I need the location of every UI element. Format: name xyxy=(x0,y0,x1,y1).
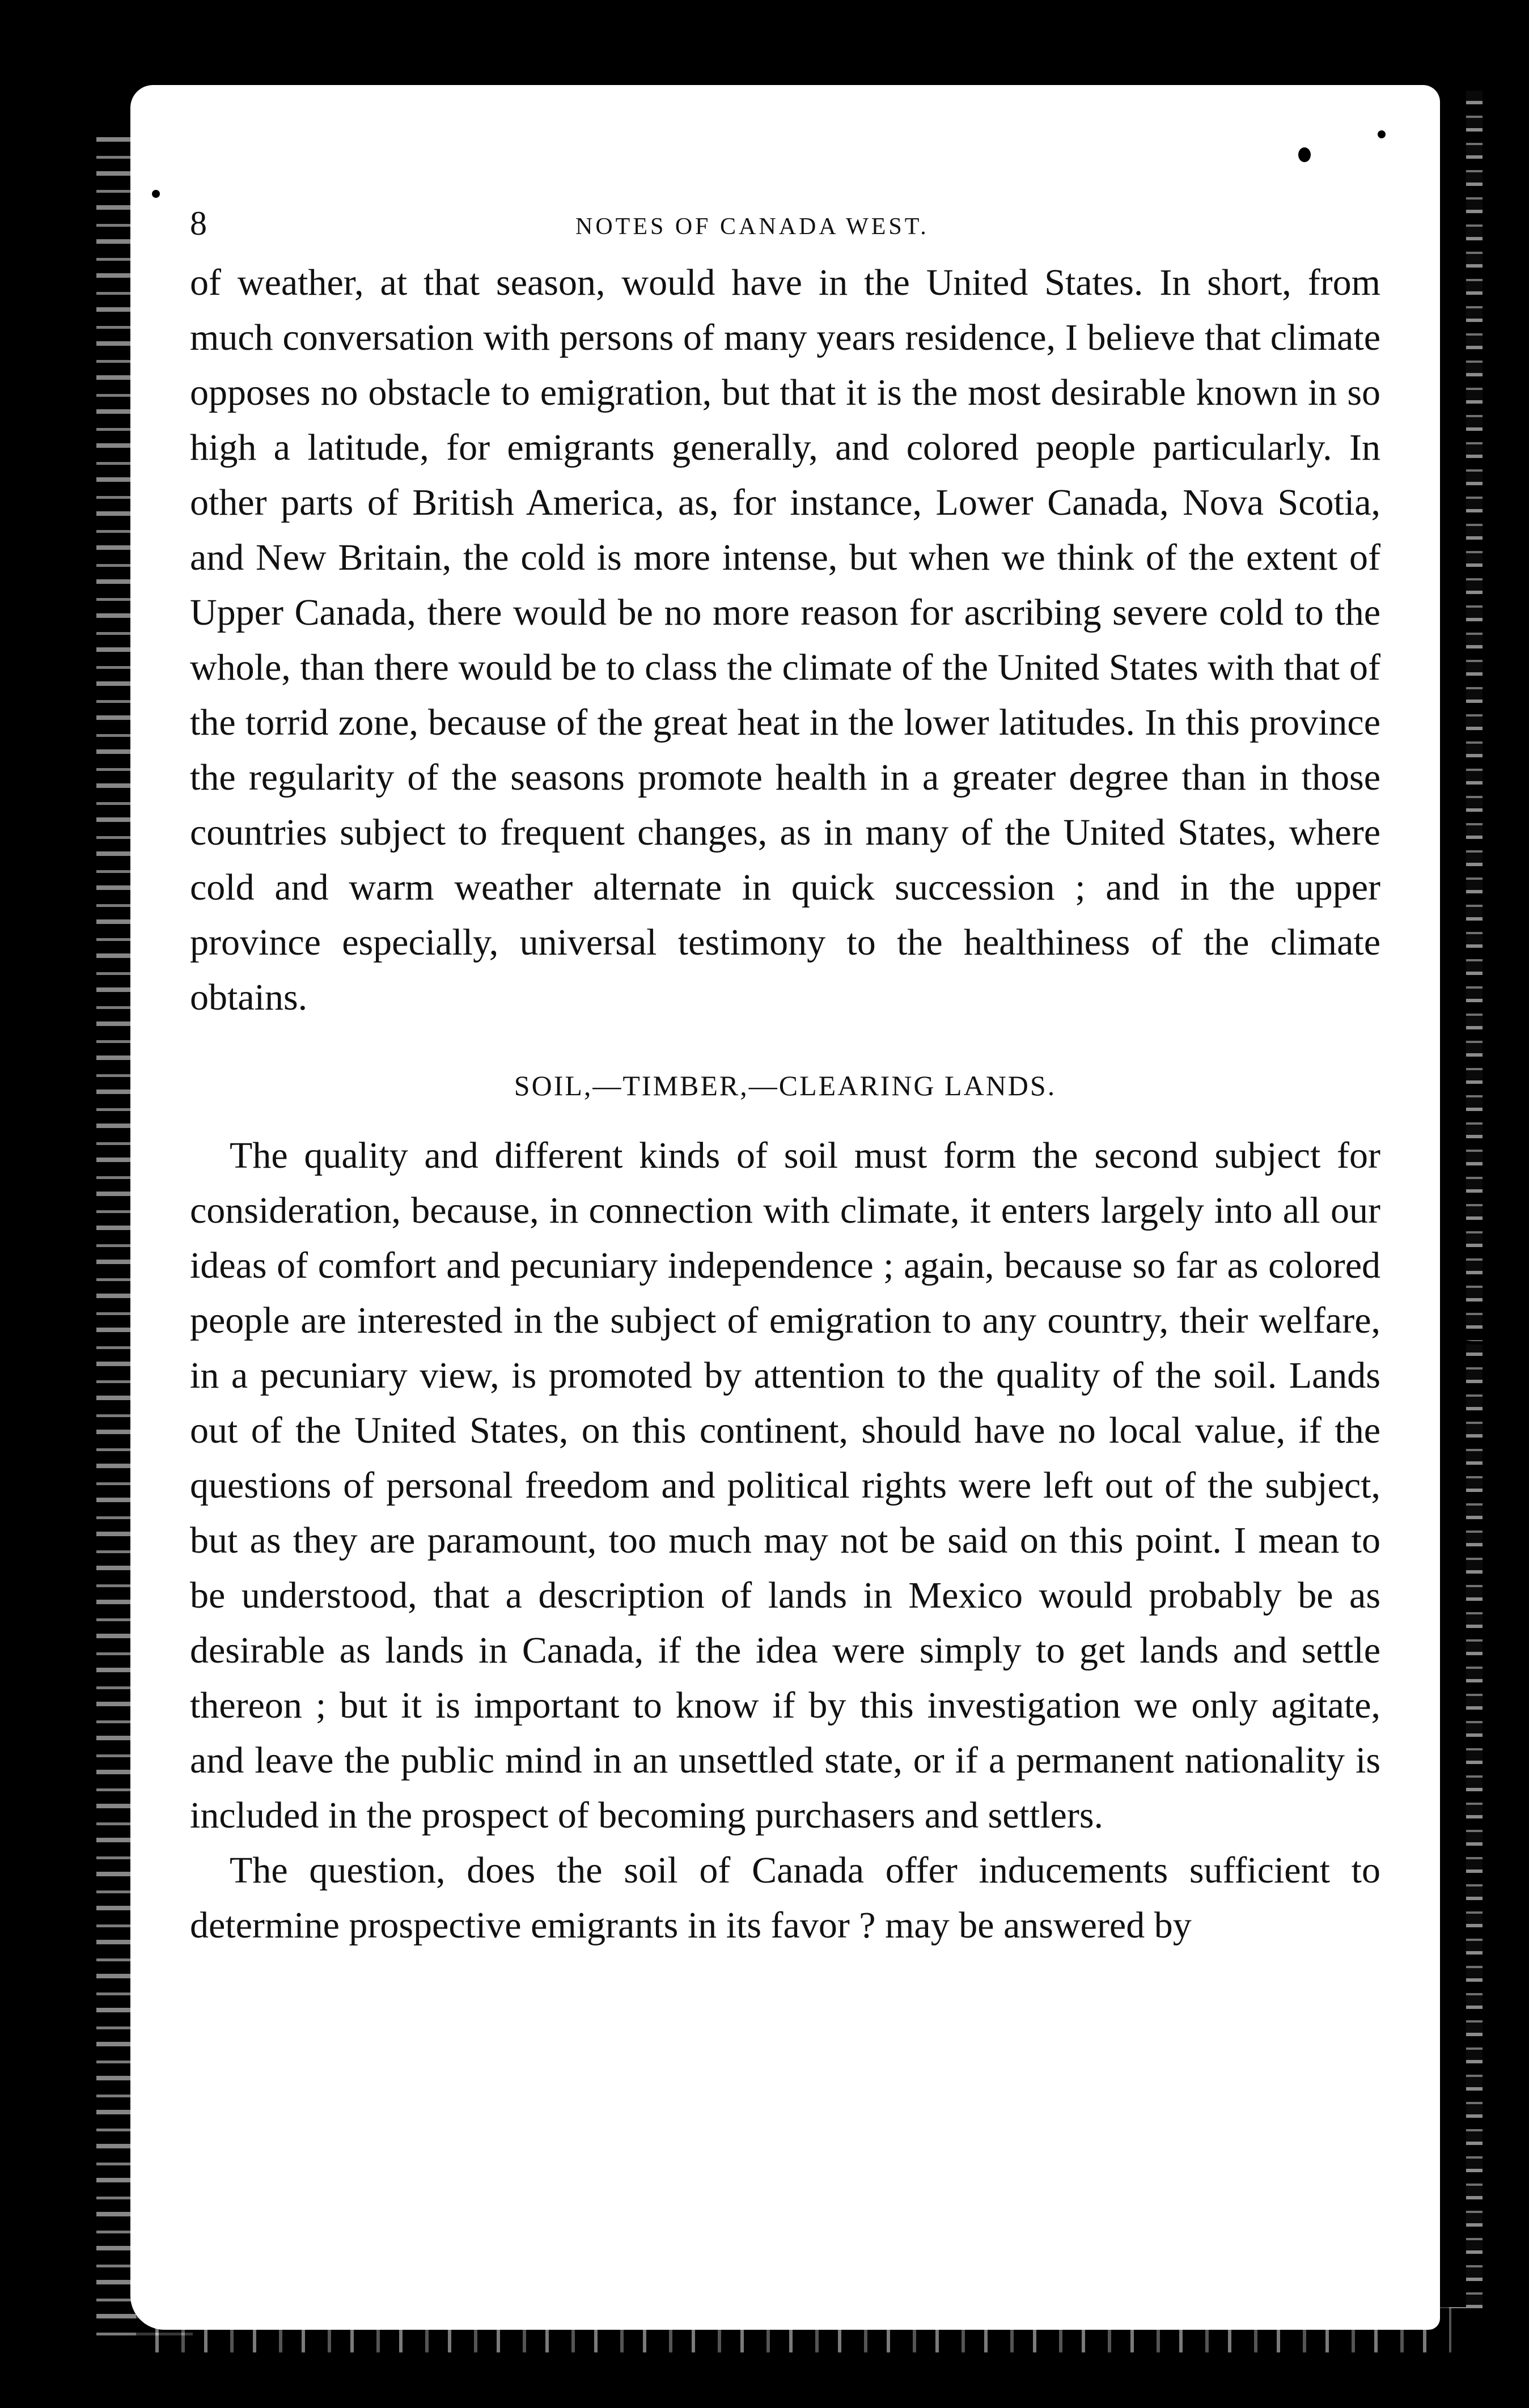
body-paragraph-2: The quality and different kinds of soil must form the second subject for consideration, because, in connection with climate, it enters largely into all our ideas of comfort and pecuniary independence ; again, because so far as colored people are interested in the subject of emigration to any country, their welfare, in a pecuniary view, is promoted by attention to the quality of the soil. Lands out of the United States, on this continent, should have no local value, if the questions of personal freedom and political rights were left out of the subject, but as they are paramount, too much may not be said on this point. I mean to be understood, that a description of lands in Mexico would probably be as desirable as lands in Canada, if the idea were simply to get lands and settle thereon ; but it is important to know if by this investigation we only agitate, and leave the public mind in an unsettled state, or if a permanent nationality is included in the prospect of becoming purchasers and settlers. xyxy=(190,1135,1380,1836)
body-paragraph-3: The question, does the soil of Canada offer inducements sufficient to determine prospective emigrants in its favor ? may be answered by xyxy=(190,1850,1380,1946)
running-head-title: NOTES OF CANADA WEST. xyxy=(575,214,929,240)
running-head xyxy=(190,204,1380,255)
ink-speck xyxy=(1378,130,1386,138)
ink-speck xyxy=(1298,147,1311,162)
section-heading: SOIL,—TIMBER,—CLEARING LANDS. xyxy=(514,1070,1057,1101)
page-number: 8 xyxy=(190,205,207,242)
margin-bracket-mark xyxy=(1440,1168,1483,1345)
body-paragraph-1: of weather, at that season, would have in the United States. In short, from much conversation with persons of many years residence, I believe that climate opposes no obstacle to emigration, but that it is the most desirable known in so high a latitude, for emigrants generally, and colored people particularly. In other parts of British America, as, for instance, Lower Canada, Nova Scotia, and New Britain, the cold is more intense, but when we think of the extent of Upper Canada, there would be no more reason for ascribing severe cold to the whole, than there would be to class the climate of the United States with that of the torrid zone, because of the great heat in the lower latitudes. In this province the regularity of the seasons promote health in a greater degree than in those countries subject to frequent changes, as in many of the United States, where cold and warm weather alternate in quick succession ; and in the upper province especially, universal testimony to the healthiness of the climate obtains. xyxy=(190,262,1380,1018)
ink-speck xyxy=(1488,2199,1495,2206)
ink-speck xyxy=(152,190,160,198)
page-content xyxy=(190,204,1380,1953)
